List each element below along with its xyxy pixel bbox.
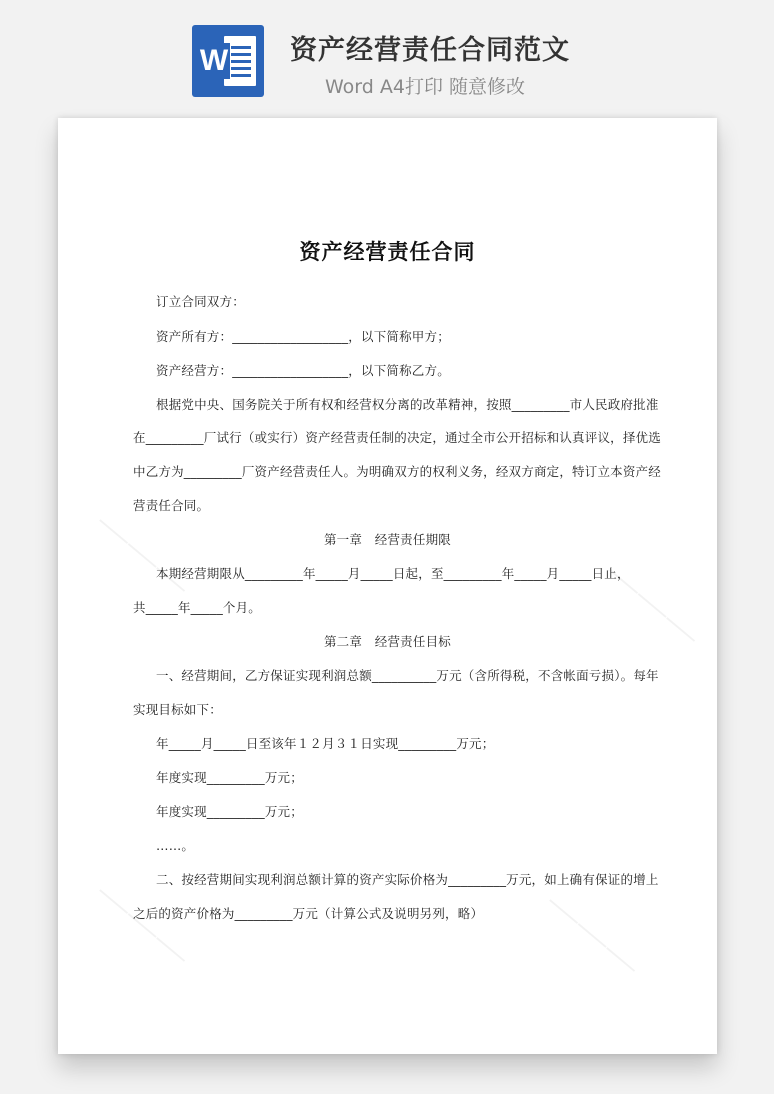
- text-line: 营责任合同。: [133, 498, 210, 513]
- banner-subtitle: Word A4打印 随意修改: [325, 76, 526, 98]
- text-line: 本期经营期限从_________年_____月_____日起，至_________年_____月_____日止，: [156, 566, 630, 581]
- text-line: 订立合同双方：: [156, 294, 245, 309]
- banner-title: 资产经营责任合同范文: [290, 35, 570, 66]
- text-line: 共_____年_____个月。: [133, 600, 262, 615]
- text-line: 二、按经营期间实现利润总额计算的资产实际价格为_________万元，如上确有保证的增上: [156, 872, 659, 887]
- watermark: ⸺⸺⸺: [91, 879, 194, 971]
- text-line: 在_________厂试行（或实行）资产经营责任制的决定，通过全市公开招标和认真评议，择优选: [133, 430, 661, 445]
- text-line: 资产经营方：__________________，以下简称乙方。: [156, 363, 450, 378]
- text-line: 资产所有方：__________________，以下简称甲方；: [156, 329, 450, 344]
- text-line: 年_____月_____日至该年１２月３１日实现_________万元；: [156, 736, 495, 751]
- document-title: 资产经营责任合同: [299, 240, 476, 264]
- watermark: ⸺⸺⸺: [541, 889, 644, 981]
- text-line: ……。: [156, 838, 195, 853]
- text-line: 根据党中央、国务院关于所有权和经营权分离的改革精神，按照_________市人民政府批准: [156, 397, 659, 412]
- header-banner: [0, 0, 774, 118]
- text-line: 之后的资产价格为_________万元（计算公式及说明另列，略）: [133, 906, 484, 921]
- text-line: 实现目标如下：: [133, 702, 222, 717]
- text-line: 中乙方为_________厂资产经营责任人。为明确双方的权利义务，经双方商定，特订立本资产经: [133, 464, 661, 479]
- document-page: [58, 118, 717, 1054]
- text-line: 年度实现_________万元；: [156, 804, 303, 819]
- word-logo-letter: W: [199, 44, 229, 77]
- word-doc-icon: [192, 25, 264, 97]
- watermark: ⸺⸺⸺: [601, 559, 704, 651]
- text-line: 年度实现_________万元；: [156, 770, 303, 785]
- chapter-heading: 第一章 经营责任期限: [323, 532, 451, 547]
- text-line: 一、经营期间，乙方保证实现利润总额__________万元（含所得税，不含帐面亏损）。每年: [156, 668, 659, 683]
- watermark: ⸺⸺⸺: [91, 509, 194, 601]
- chapter-heading: 第二章 经营责任目标: [323, 634, 451, 649]
